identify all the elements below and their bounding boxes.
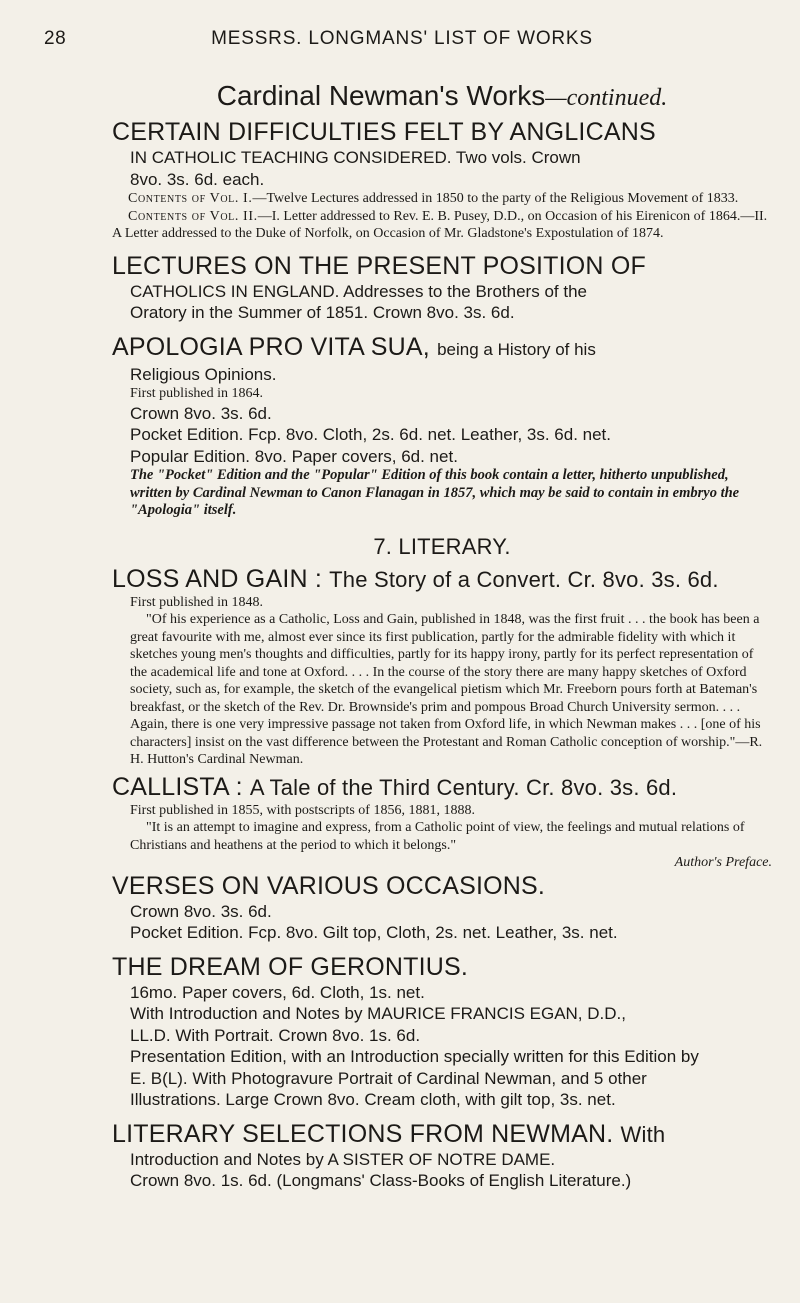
entry-line: LL.D. With Portrait. Crown 8vo. 1s. 6d. <box>130 1025 421 1045</box>
section-title-text: Cardinal Newman's Works <box>216 80 546 111</box>
entry-lectures <box>112 252 772 324</box>
entry-line: Popular Edition. 8vo. Paper covers, 6d. net. <box>130 446 458 466</box>
entry-certain-difficulties <box>112 118 772 243</box>
entry-title-main: CALLISTA : <box>112 772 243 801</box>
section-continued: —continued. <box>545 85 668 111</box>
preface-quote: "It is an attempt to imagine and express, from a Catholic point of view, the feelings and mutual relations of Christians and heathens at the period to which it belongs." <box>130 820 745 853</box>
entry-line: CATHOLICS IN ENGLAND. Addresses to the Brothers of the <box>130 281 587 301</box>
running-head <box>44 12 760 52</box>
entry-verses <box>112 872 772 944</box>
contents-text: —I. Letter addressed to Rev. E. B. Pusey, D.D., on Occasion of his Eirenicon of 1864.—II. A Letter addressed to the Duke of Norfolk, on Occasion of Mr. Gladstone's Expostulation of 1874. <box>112 208 768 241</box>
entry-title <box>112 333 772 364</box>
entry-line: 8vo. 3s. 6d. each. <box>130 169 265 189</box>
entry-line: Illustrations. Large Crown 8vo. Cream cloth, with gilt top, 3s. net. <box>130 1090 616 1109</box>
entry-title: CERTAIN DIFFICULTIES FELT BY ANGLICANS <box>112 118 656 146</box>
entry-title: THE DREAM OF GERONTIUS. <box>112 952 469 981</box>
entry-title: LECTURES ON THE PRESENT POSITION OF <box>112 251 646 280</box>
entry-title <box>112 1120 772 1149</box>
entry-literary-selections <box>112 1120 772 1192</box>
entry-title-main: APOLOGIA PRO VITA SUA, <box>112 332 430 361</box>
entry-line: Pocket Edition. Fcp. 8vo. Gilt top, Cloth, 2s. net. Leather, 3s. net. <box>130 923 618 942</box>
entry-line: Introduction and Notes by A SISTER OF NOTRE DAME. <box>130 1149 556 1169</box>
entry-line: Crown 8vo. 3s. 6d. <box>130 901 272 921</box>
entry-title-tail: With <box>620 1121 666 1147</box>
entry-apologia <box>112 333 772 520</box>
entry-title <box>112 773 772 802</box>
section-title <box>112 80 772 112</box>
entry-title-tail: The Story of a Convert. Cr. 8vo. 3s. 6d. <box>329 566 719 592</box>
contents-text: —Twelve Lectures addressed in 1850 to the party of the Religious Movement of 1833. <box>252 191 739 206</box>
entry-line: Pocket Edition. Fcp. 8vo. Cloth, 2s. 6d. net. Leather, 3s. 6d. net. <box>130 425 612 444</box>
entry-line: Crown 8vo. 3s. 6d. <box>130 403 272 423</box>
entry-line: IN CATHOLIC TEACHING CONSIDERED. Two vols. Crown <box>130 148 581 167</box>
quote-attribution: Author's Preface. <box>674 855 772 870</box>
entry-dream-of-gerontius <box>112 953 772 1111</box>
entry-line: Crown 8vo. 1s. 6d. (Longmans' Class-Books of English Literature.) <box>130 1171 632 1190</box>
entry-line: 16mo. Paper covers, 6d. Cloth, 1s. net. <box>130 982 425 1002</box>
entry-title-tail: being a History of his <box>437 339 596 359</box>
first-published: First published in 1848. <box>130 594 264 610</box>
entry-title-tail: A Tale of the Third Century. Cr. 8vo. 3s. 6d. <box>249 774 678 800</box>
first-published: First published in 1855, with postscripts of 1856, 1881, 1888. <box>130 802 475 818</box>
entry-title-main: LOSS AND GAIN : <box>112 564 323 593</box>
contents-vol-2 <box>112 208 772 243</box>
entry-line: With Introduction and Notes by MAURICE FRANCIS EGAN, D.D., <box>130 1004 626 1023</box>
page-content <box>112 80 772 1192</box>
page-number: 28 <box>44 28 67 49</box>
contents-vol-1 <box>112 190 772 208</box>
entry-title-main: LITERARY SELECTIONS FROM NEWMAN. <box>112 1119 614 1148</box>
entry-line: Oratory in the Summer of 1851. Crown 8vo. 3s. 6d. <box>130 303 515 322</box>
edition-note: The "Pocket" Edition and the "Popular" Edition of this book contain a letter, hitherto unpublished, written by Cardinal Newman to Canon Flanagan in 1857, which may be said to contain in embryo the "Apologia" itself. <box>130 467 740 518</box>
entry-line: Presentation Edition, with an Introduction specially written for this Edition by <box>130 1047 699 1066</box>
entry-line: Religious Opinions. <box>130 364 277 384</box>
entry-title: VERSES ON VARIOUS OCCASIONS. <box>112 871 546 900</box>
entry-title <box>112 565 772 594</box>
contents-label: Contents of Vol. II. <box>128 208 258 224</box>
running-title: MESSRS. LONGMANS' LIST OF WORKS <box>211 28 593 49</box>
contents-label: Contents of Vol. I. <box>128 191 253 206</box>
entry-callista <box>112 773 772 872</box>
entry-line: E. B(L). With Photogravure Portrait of Cardinal Newman, and 5 other <box>130 1068 647 1088</box>
entry-loss-and-gain <box>112 565 772 769</box>
literary-heading: 7. LITERARY. <box>373 533 511 559</box>
first-published: First published in 1864. <box>130 386 264 401</box>
review-quote: "Of his experience as a Catholic, Loss and Gain, published in 1848, was the first fruit . . . the book has been a great favourite with me, almost ever since its first publication, partly for the admirable fidelity with which it sketches young men's thoughts and difficulties, partly for its happy irony, partly for its perfect representation of the academical life and tone at Oxford. . . . In the course of the story there are many happy sketches of Oxford society, such as, for example, the sketch of the evangelical pietism which Mr. Freeborn pours forth at Bateman's breakfast, or the sketch of the Rev. Dr. Brownside's prim and pompous Broad Church University sermon. . . . Again, there is one very impressive passage not taken from Oxford life, in which Newman makes . . . [one of his characters] insist on the vast difference between the Protestant and Roman Catholic conception of worship."—R. H. Hutton's Cardinal Newman. <box>130 612 763 767</box>
